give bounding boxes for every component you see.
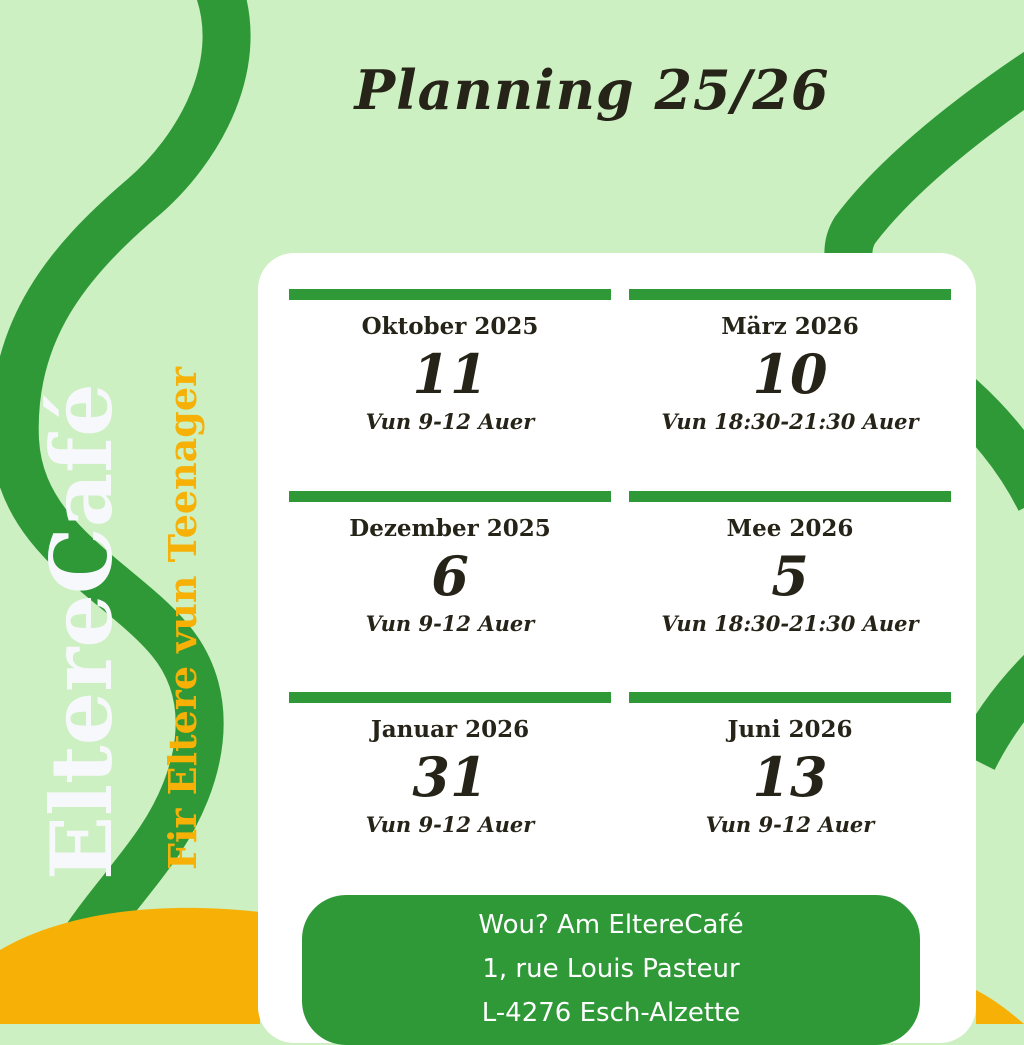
event-month: Mee 2026	[726, 515, 854, 542]
event-day: 13	[752, 745, 828, 809]
yellow-shape-right	[976, 990, 1024, 1024]
location-line-3: L-4276 Esch-Alzette	[481, 998, 741, 1028]
event-day: 10	[752, 342, 828, 406]
event-time: Vun 18:30-21:30 Auer	[661, 611, 919, 636]
location-line-2: 1, rue Louis Pasteur	[482, 954, 740, 984]
event-card	[629, 692, 951, 872]
event-card	[289, 692, 611, 872]
event-day: 5	[771, 544, 809, 608]
event-divider	[629, 692, 951, 703]
event-divider	[629, 289, 951, 300]
event-card	[629, 491, 951, 671]
event-card	[289, 491, 611, 671]
event-time: Vun 9-12 Auer	[705, 812, 875, 837]
event-divider	[289, 289, 611, 300]
event-day: 11	[412, 342, 488, 406]
event-card	[629, 289, 951, 469]
event-month: Dezember 2025	[349, 515, 551, 542]
event-divider	[629, 491, 951, 502]
event-card	[289, 289, 611, 469]
brand-logo-text: EltereCafé	[32, 383, 131, 880]
event-month: Oktober 2025	[361, 313, 539, 340]
event-time: Vun 9-12 Auer	[365, 409, 535, 434]
location-line-1: Wou? Am EltereCafé	[478, 910, 744, 940]
location-box	[302, 895, 920, 1045]
event-month: Januar 2026	[370, 716, 530, 743]
event-divider	[289, 491, 611, 502]
yellow-shape-left	[0, 908, 260, 1024]
event-divider	[289, 692, 611, 703]
event-month: Juni 2026	[727, 716, 853, 743]
event-month: März 2026	[721, 313, 859, 340]
brand-tagline: Fir Eltere vun Teenager	[160, 366, 205, 870]
event-day: 31	[412, 745, 488, 809]
event-time: Vun 9-12 Auer	[365, 611, 535, 636]
green-wave-right-lower	[975, 670, 1024, 760]
event-time: Vun 18:30-21:30 Auer	[661, 409, 919, 434]
event-day: 6	[431, 544, 469, 608]
event-time: Vun 9-12 Auer	[365, 812, 535, 837]
page-title: Planning 25/26	[354, 58, 830, 122]
